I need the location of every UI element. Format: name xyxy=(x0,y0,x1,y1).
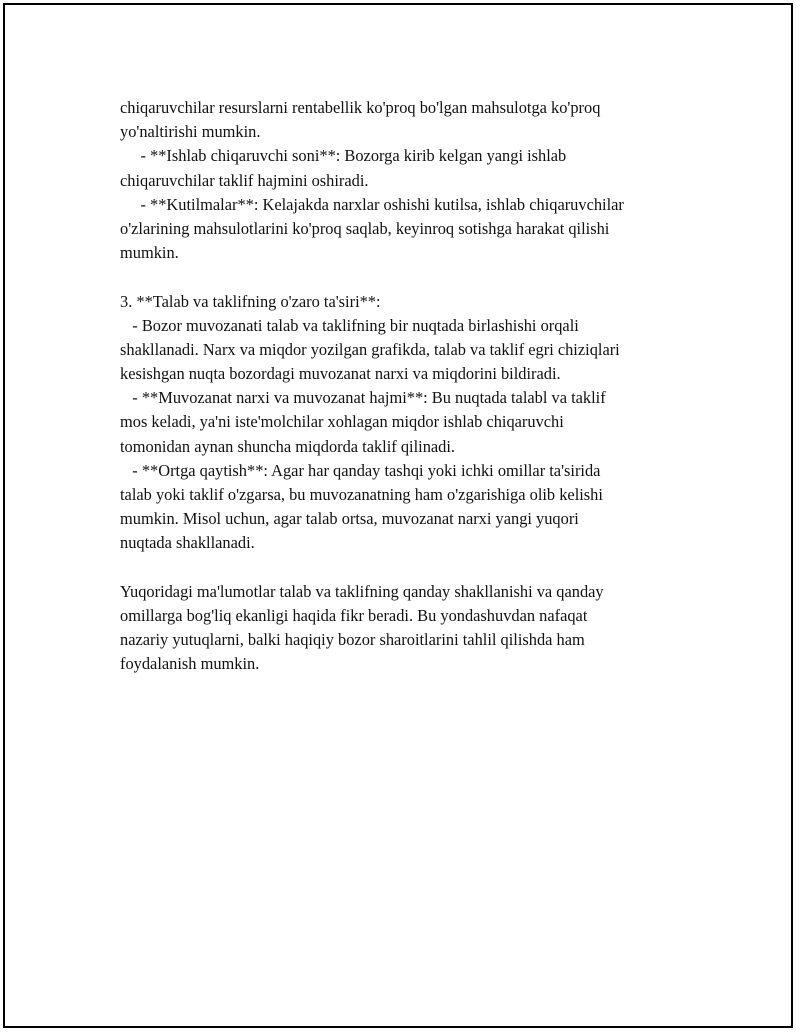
text-line: yo'naltirishi mumkin. xyxy=(120,122,261,142)
text-line: mumkin. xyxy=(120,243,179,263)
blank-line xyxy=(120,265,700,289)
text-line: - **Muvozanat narxi va muvozanat hajmi**: Bu nuqtada talabl va taklif xyxy=(120,388,606,408)
text-line: nuqtada shakllanadi. xyxy=(120,533,255,553)
text-line: nazariy yutuqlarni, balki haqiqiy bozor sharoitlarini tahlil qilishda ham xyxy=(120,630,585,650)
text-line: chiqaruvchilar taklif hajmini oshiradi. xyxy=(120,170,369,190)
text-line: o'zlarining mahsulotlarini ko'proq saqlab, keyinroq sotishga harakat qilishi xyxy=(120,218,610,238)
text-line: - **Kutilmalar**: Kelajakda narxlar oshishi kutilsa, ishlab chiqaruvchilar xyxy=(120,194,624,214)
text-line: tomonidan aynan shuncha miqdorda taklif qilinadi. xyxy=(120,436,456,456)
text-line: omillarga bog'liq ekanligi haqida fikr beradi. Bu yondashuvdan nafaqat xyxy=(120,605,588,625)
text-line: kesishgan nuqta bozordagi muvozanat narxi va miqdorini bildiradi. xyxy=(120,364,561,384)
text-line: - **Ortga qaytish**: Agar har qanday tashqi yoki ichki omillar ta'sirida xyxy=(120,460,601,480)
text-line: talab yoki taklif o'zgarsa, bu muvozanatning ham o'zgarishiga olib kelishi xyxy=(120,485,603,504)
text-line: foydalanish mumkin. xyxy=(120,654,260,674)
blank-line xyxy=(120,556,700,580)
document-body xyxy=(120,96,700,677)
text-line: mos keladi, ya'ni iste'molchilar xohlagan miqdor ishlab chiqaruvchi xyxy=(120,412,564,432)
text-line: mumkin. Misol uchun, agar talab ortsa, muvozanat narxi yangi yuqori xyxy=(120,509,579,529)
section-heading: 3. **Talab va taklifning o'zaro ta'siri**: xyxy=(120,291,381,311)
document-page xyxy=(3,3,793,1028)
text-line: chiqaruvchilar resurslarni rentabellik ko'proq bo'lgan mahsulotga ko'proq xyxy=(120,98,601,117)
text-line: - Bozor muvozanati talab va taklifning bir nuqtada birlashishi orqali xyxy=(120,315,579,335)
text-line: - **Ishlab chiqaruvchi soni**: Bozorga kirib kelgan yangi ishlab xyxy=(120,146,567,166)
text-line: Yuqoridagi ma'lumotlar talab va taklifning qanday shakllanishi va qanday xyxy=(120,581,604,601)
text-line: shakllanadi. Narx va miqdor yozilgan grafikda, talab va taklif egri chiziqlari xyxy=(120,339,620,359)
